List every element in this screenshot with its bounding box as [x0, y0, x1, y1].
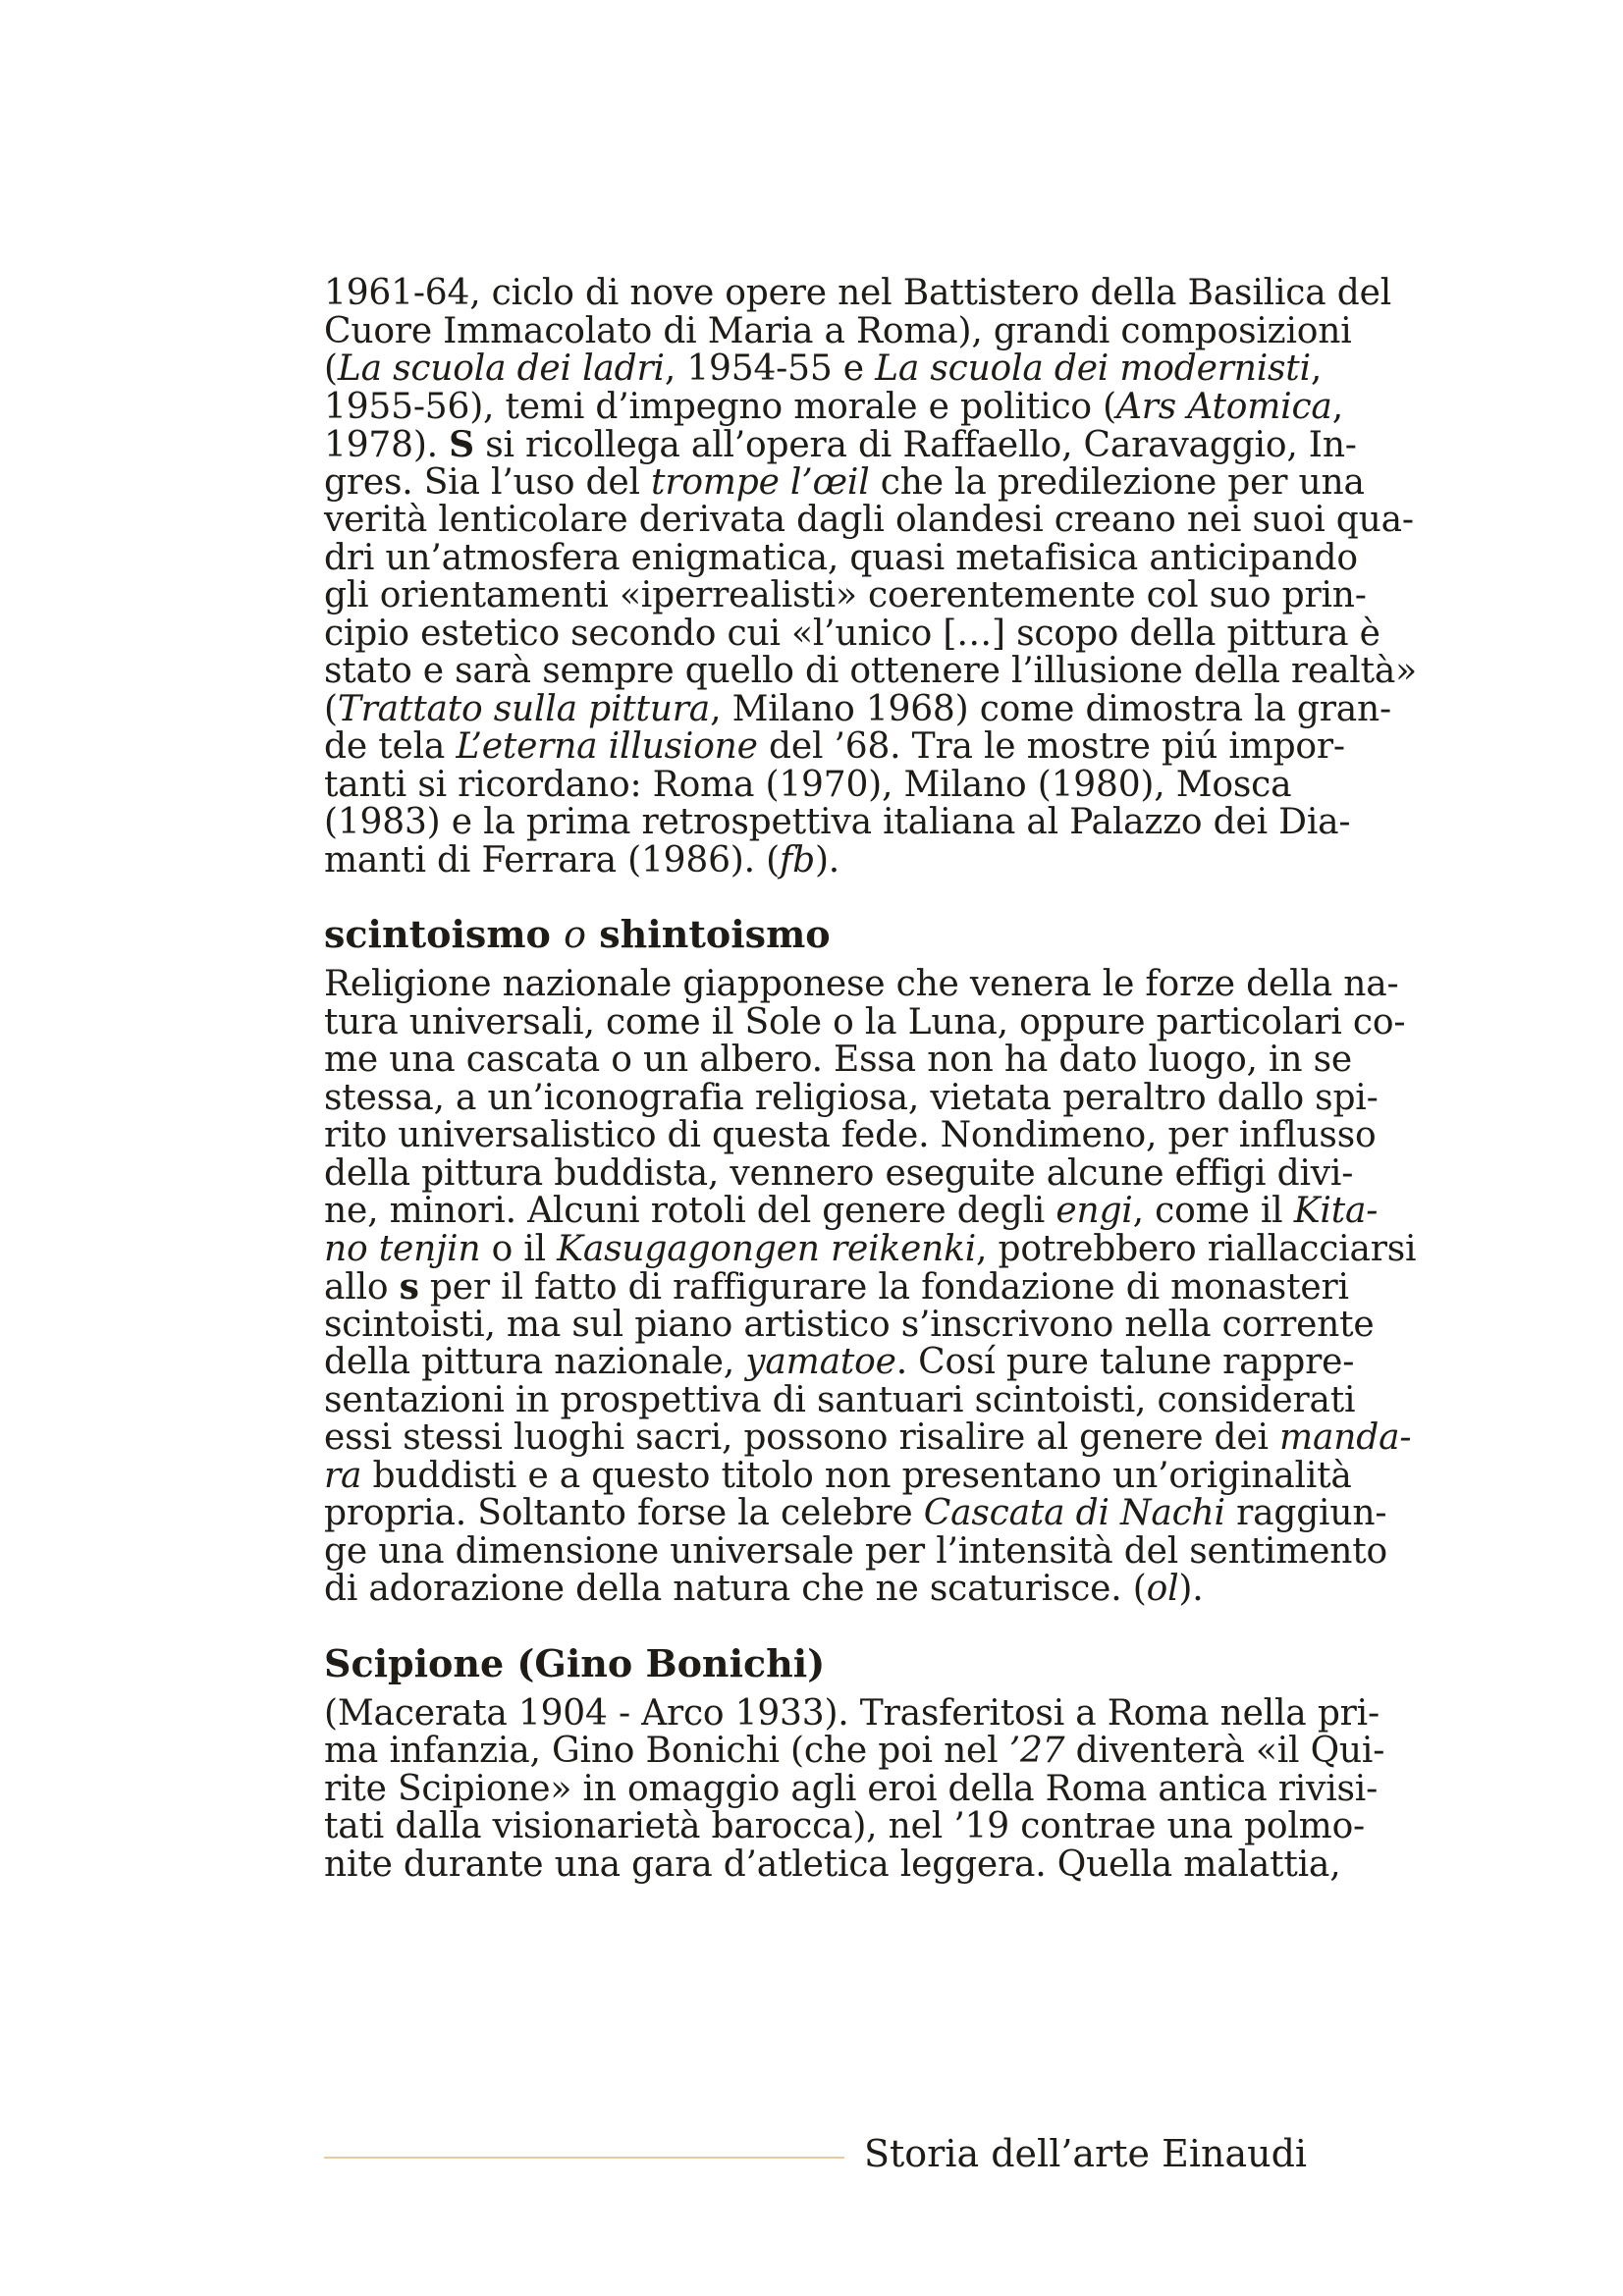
- text-line: ra buddisti e a questo titolo non presentano un’originalità: [324, 1455, 1352, 1496]
- text-line: manti di Ferrara (1986). (fb).: [324, 839, 840, 881]
- text-line: rito universalistico di questa fede. Nondimeno, per influsso: [324, 1115, 1377, 1155]
- text-line: allo s per il fatto di raffigurare la fondazione di monasteri: [324, 1266, 1349, 1308]
- text-line: scintoisti, ma sul piano artistico s’inscrivono nella corrente: [324, 1304, 1375, 1345]
- text-line: ge una dimensione universale per l’intensità del sentimento: [324, 1530, 1387, 1572]
- text-line: verità lenticolare derivata dagli olandesi creano nei suoi qua-: [324, 500, 1414, 540]
- text-line: tura universali, come il Sole o la Luna, oppure particolari co-: [324, 1001, 1406, 1042]
- text-line: (La scuola dei ladri, 1954-55 e La scuola dei modernisti,: [324, 348, 1323, 389]
- text-line: no tenjin o il Kasugagongen reikenki, potrebbero riallacciarsi: [324, 1228, 1417, 1269]
- text-line: sentazioni in prospettiva di santuari scintoisti, considerati: [324, 1379, 1356, 1420]
- text-line: me una cascata o un albero. Essa non ha dato luogo, in se: [324, 1040, 1352, 1080]
- text-line: stato e sarà sempre quello di ottenere l’illusione della realtà»: [324, 651, 1417, 691]
- text-line: (Trattato sulla pittura, Milano 1968) come dimostra la gran-: [324, 688, 1391, 729]
- text-line: Religione nazionale giapponese che venera le forze della na-: [324, 964, 1399, 1004]
- footer-title: Storia dell’arte Einaudi: [864, 2132, 1308, 2175]
- text-line: di adorazione della natura che ne scaturisce. (ol).: [324, 1569, 1204, 1609]
- heading-term-alt: shintoismo: [599, 912, 831, 956]
- heading-connector: o: [564, 913, 587, 956]
- text-line: tanti si ricordano: Roma (1970), Milano (1980), Mosca: [324, 764, 1292, 805]
- text-line: (1983) e la prima retrospettiva italiana al Palazzo dei Dia-: [324, 802, 1351, 842]
- text-line: 1978). S si ricollega all’opera di Raffaello, Caravaggio, In-: [324, 424, 1357, 465]
- text-line: gli orientamenti «iperrealisti» coerentemente col suo prin-: [324, 575, 1367, 615]
- text-line: nite durante una gara d’atletica leggera. Quella malattia,: [324, 1843, 1341, 1885]
- footer-rule: [324, 2157, 844, 2159]
- text-line: stessa, a un’iconografia religiosa, vietata peraltro dallo spi-: [324, 1077, 1379, 1118]
- text-line: essi stessi luoghi sacri, possono risalire al genere dei manda-: [324, 1417, 1412, 1458]
- text-line: de tela L’eterna illusione del ’68. Tra le mostre piú impor-: [324, 726, 1345, 767]
- text-line: ne, minori. Alcuni rotoli del genere degli engi, come il Kita-: [324, 1191, 1379, 1231]
- text-line: tati dalla visionarietà barocca), nel ’19 contrae una polmo-: [324, 1806, 1366, 1846]
- text-line: ma infanzia, Gino Bonichi (che poi nel ’27 diventerà «il Qui-: [324, 1731, 1385, 1771]
- text-line: (Macerata 1904 - Arco 1933). Trasferitosi a Roma nella pri-: [324, 1692, 1380, 1734]
- text-line: 1961-64, ciclo di nove opere nel Battistero della Basilica del: [324, 273, 1392, 313]
- text-line: rite Scipione» in omaggio agli eroi della Roma antica rivisi-: [324, 1768, 1379, 1809]
- entry-heading-scintoismo: [324, 903, 1281, 966]
- paragraph-3: [324, 1692, 1385, 1885]
- text-line: propria. Soltanto forse la celebre Cascata di Nachi raggiun-: [324, 1493, 1387, 1533]
- text-line: dri un’atmosfera enigmatica, quasi metafisica anticipando: [324, 537, 1358, 578]
- text-line: della pittura buddista, vennero eseguite alcune effigi divi-: [324, 1152, 1354, 1194]
- text-line: Cuore Immacolato di Maria a Roma), grandi composizioni: [324, 310, 1352, 351]
- text-line: gres. Sia l’uso del trompe l’œil che la predilezione per una: [324, 461, 1365, 503]
- text-line: della pittura nazionale, yamatoe. Cosí pure talune rappre-: [324, 1342, 1355, 1382]
- text-line: cipio estetico secondo cui «l’unico […] scopo della pittura è: [324, 613, 1380, 654]
- entry-heading-scipione: Scipione (Gino Bonichi): [324, 1640, 826, 1685]
- text-line: 1955-56), temi d’impegno morale e politico (Ars Atomica,: [324, 386, 1343, 427]
- paragraph-1: [324, 273, 1417, 881]
- text-column: [324, 273, 1417, 1885]
- heading-term: scintoismo: [324, 912, 551, 956]
- paragraph-2: [324, 964, 1417, 1609]
